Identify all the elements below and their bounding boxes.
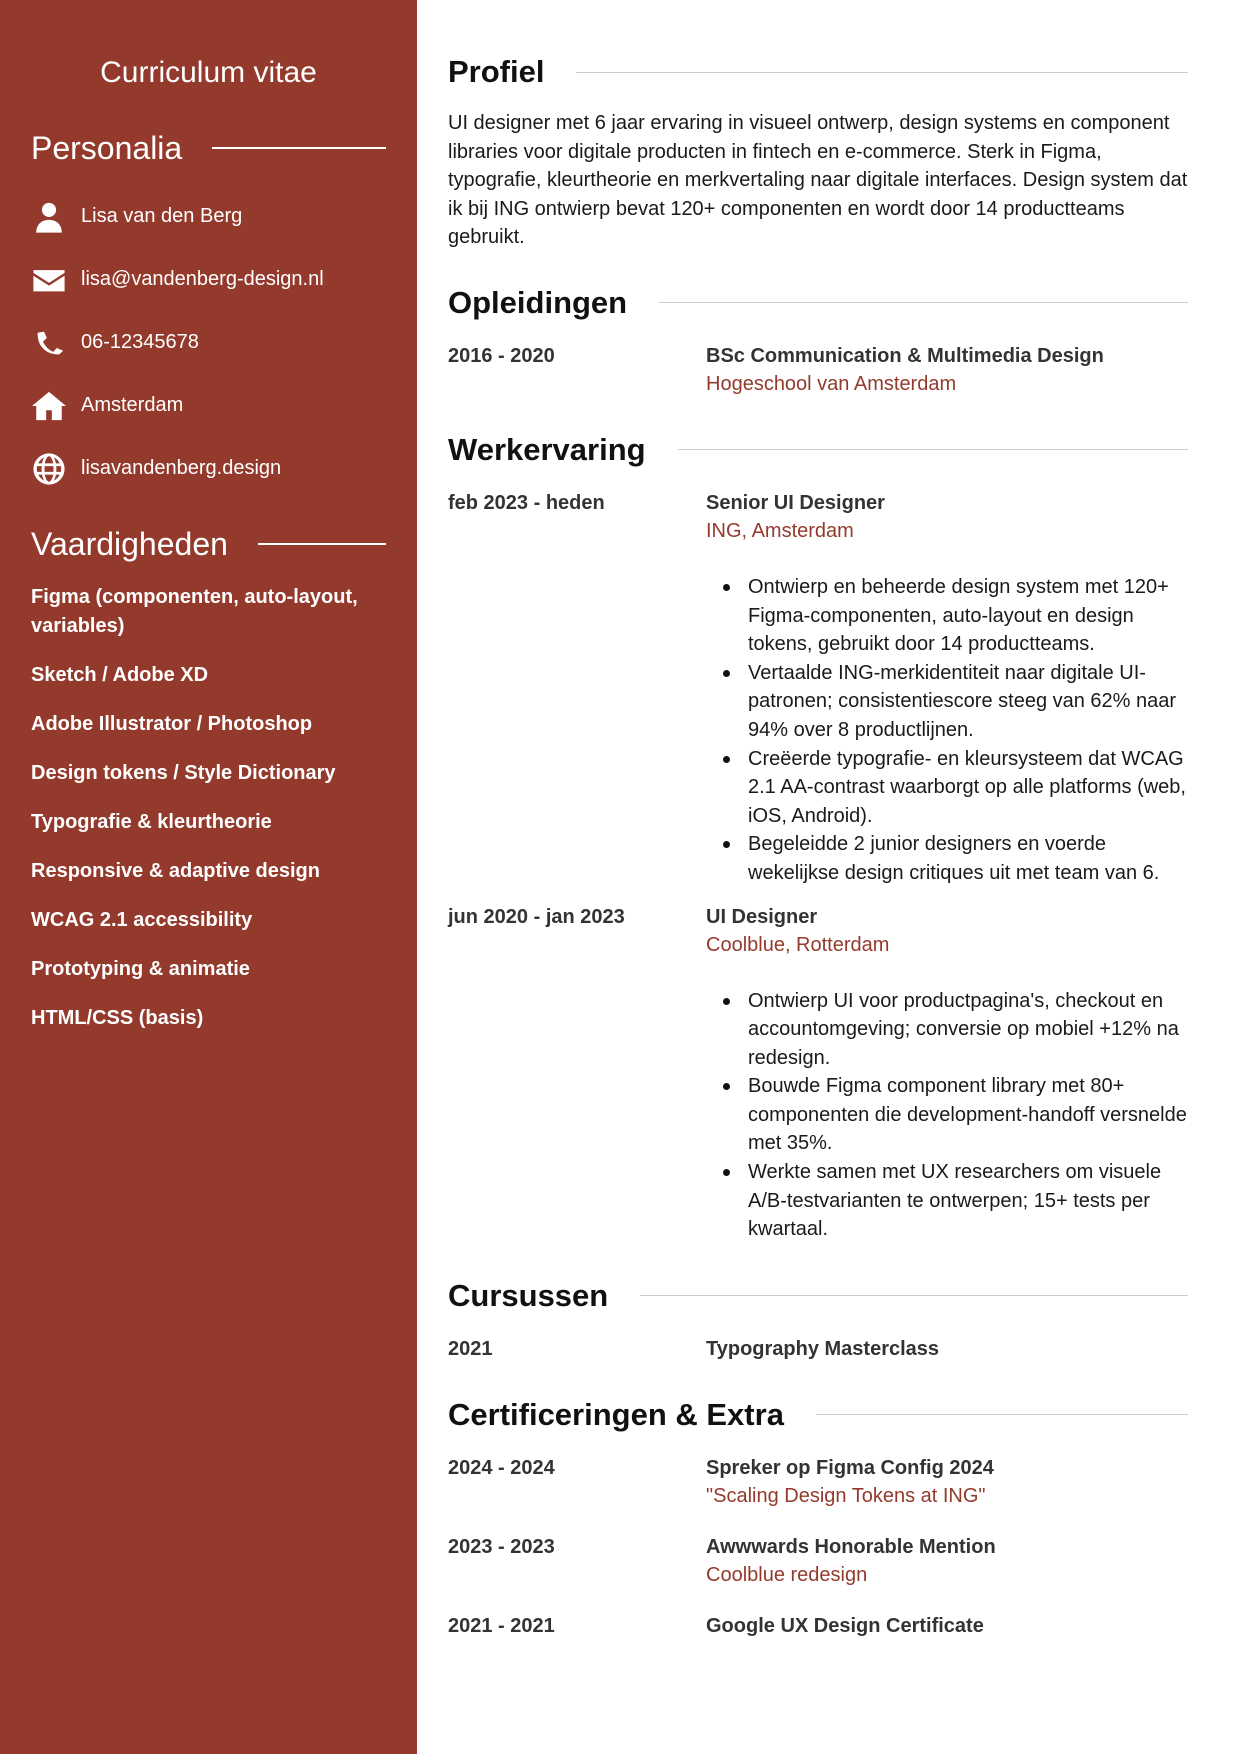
entry-bullets [706,573,1188,888]
entry-title: Senior UI Designer [706,491,885,514]
certification-entry [448,1533,1188,1590]
contact-email[interactable] [31,248,386,311]
entry-date: feb 2023 - heden [448,491,605,514]
heading-divider [212,147,386,149]
experience-heading-label: Werkervaring [448,431,646,467]
personalia-heading [31,129,386,167]
course-entry [448,1335,1188,1363]
entry-subtitle: "Scaling Design Tokens at ING" [706,1484,986,1507]
bullet-item: Werkte samen met UX researchers om visuele A/B-testvarianten te ontwerpen; 15+ tests per kwartaal. [706,1158,1188,1244]
profile-text: UI designer met 6 jaar ervaring in visueel ontwerp, design systems en component libraries voor digitale producten in fintech en e-commerce. Sterk in Figma, typografie, kleurtheorie en merkvertaling naar digitale interfaces. Design system dat ik bij ING ontwierp bevat 120+ componenten en wordt door 14 productteams gebruikt. [448,112,1188,249]
bullet-item: Ontwierp UI voor productpagina's, checkout en accountomgeving; conversie op mobiel +12% na redesign. [706,987,1188,1073]
bullet-item: Bouwde Figma component library met 80+ componenten die development-handoff versnelde met 35%. [706,1072,1188,1158]
skill-item: WCAG 2.1 accessibility [31,909,253,931]
section-divider [678,449,1188,450]
home-icon [31,388,67,424]
main-content [448,0,1188,1640]
entry-title: Google UX Design Certificate [706,1614,984,1637]
experience-heading [448,431,1188,469]
entry-title: BSc Communication & Multimedia Design [706,344,1104,367]
contact-phone[interactable] [31,311,386,374]
profile-heading-label: Profiel [448,54,545,89]
entry-subtitle: ING, Amsterdam [706,519,854,542]
education-entry [448,342,1188,399]
entry-date: 2023 - 2023 [448,1535,555,1558]
entry-title: Awwwards Honorable Mention [706,1535,996,1558]
skills-list [31,583,386,1033]
education-section [448,284,1188,399]
skill-item: Prototyping & animatie [31,958,250,980]
heading-divider [258,543,386,545]
courses-section [448,1277,1188,1363]
entry-date: 2021 - 2021 [448,1614,555,1637]
section-divider [640,1295,1188,1296]
globe-icon [31,451,67,487]
skill-item: Figma (componenten, auto-layout, variables) [31,586,358,637]
entry-subtitle: Coolblue redesign [706,1563,868,1586]
entry-body [706,1454,1188,1511]
contact-email-text[interactable]: lisa@vandenberg-design.nl [81,268,324,290]
skill-item: HTML/CSS (basis) [31,1007,204,1029]
skills-heading [31,525,386,563]
contact-name [31,185,386,248]
profile-heading [448,53,1188,91]
contact-list [31,185,386,500]
skill-item: Responsive & adaptive design [31,860,320,882]
contact-website-text[interactable]: lisavandenberg.design [81,457,282,479]
certifications-section [448,1396,1188,1640]
skills-heading-label: Vaardigheden [31,526,228,562]
experience-entry [448,903,1188,1244]
bullet-item: Creëerde typografie- en kleursysteem dat WCAG 2.1 AA-contrast waarborgt op alle platforms (web, iOS, Android). [706,745,1188,831]
skill-item: Sketch / Adobe XD [31,664,209,686]
education-heading [448,284,1188,322]
entry-subtitle: Coolblue, Rotterdam [706,933,890,956]
contact-website[interactable] [31,437,386,500]
bullet-item: Begeleidde 2 junior designers en voerde wekelijkse design critiques uit met team van 6. [706,830,1188,887]
entry-date: 2024 - 2024 [448,1456,555,1479]
section-divider [576,72,1188,73]
entry-body [706,1335,1188,1363]
entry-subtitle: Hogeschool van Amsterdam [706,372,957,395]
certification-entry [448,1612,1188,1640]
section-divider [659,302,1188,303]
certifications-heading [448,1396,1188,1434]
contact-name-text: Lisa van den Berg [81,205,243,227]
person-icon [31,199,67,235]
education-heading-label: Opleidingen [448,284,628,320]
experience-entry [448,489,1188,888]
entry-title: Typography Masterclass [706,1337,940,1360]
document-title: Curriculum vitae [100,56,317,89]
entry-body [706,1533,1188,1590]
courses-heading-label: Cursussen [448,1277,609,1313]
envelope-icon [31,262,67,298]
contact-phone-text[interactable]: 06-12345678 [81,331,199,353]
entry-date: 2016 - 2020 [448,344,555,367]
profile-section [448,53,1188,252]
experience-section [448,431,1188,1244]
contact-location [31,374,386,437]
bullet-item: Vertaalde ING-merkidentiteit naar digitale UI-patronen; consistentiescore steeg van 62% naar 94% over 8 productlijnen. [706,659,1188,745]
entry-date: 2021 [448,1337,493,1360]
entry-date: jun 2020 - jan 2023 [448,905,625,928]
entry-body [706,1612,1188,1640]
sidebar [0,0,417,1754]
skill-item: Adobe Illustrator / Photoshop [31,713,313,735]
skill-item: Typografie & kleurtheorie [31,811,272,833]
courses-heading [448,1277,1188,1315]
personalia-heading-label: Personalia [31,130,183,166]
entry-body [706,342,1188,399]
section-divider [816,1414,1188,1415]
entry-body [706,489,1188,888]
entry-title: Spreker op Figma Config 2024 [706,1456,994,1479]
bullet-item: Ontwierp en beheerde design system met 120+ Figma-componenten, auto-layout en design tokens, gebruikt door 14 productteams. [706,573,1188,659]
certification-entry [448,1454,1188,1511]
phone-icon [31,325,67,361]
entry-body [706,903,1188,1244]
certifications-heading-label: Certificeringen & Extra [448,1396,784,1432]
contact-location-text: Amsterdam [81,394,184,416]
skill-item: Design tokens / Style Dictionary [31,762,336,784]
entry-bullets [706,987,1188,1244]
entry-title: UI Designer [706,905,818,928]
